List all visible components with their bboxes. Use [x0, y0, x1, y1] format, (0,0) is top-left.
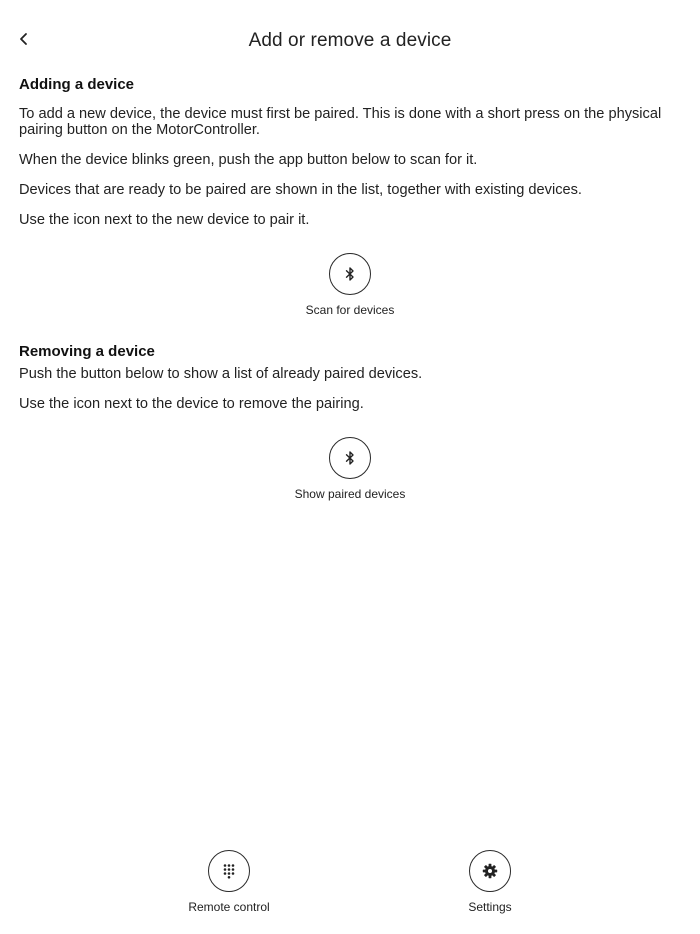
removing-paragraph-2: Use the icon next to the device to remove the pairing.: [19, 396, 364, 412]
settings-button[interactable]: [469, 850, 511, 892]
tab-settings[interactable]: [450, 850, 530, 914]
adding-paragraph-4: Use the icon next to the new device to pair it.: [19, 212, 310, 228]
header: [0, 0, 700, 80]
show-paired-devices: [280, 437, 420, 501]
page-title: Add or remove a device: [248, 30, 452, 51]
show-paired-devices-button[interactable]: [329, 437, 371, 479]
removing-paragraph-1: Push the button below to show a list of already paired devices.: [19, 366, 423, 382]
scan-for-devices-button[interactable]: [329, 253, 371, 295]
adding-heading: Adding a device: [19, 76, 135, 93]
tab-remote-control[interactable]: [169, 850, 289, 914]
bluetooth-icon: [342, 266, 358, 282]
bluetooth-icon: [342, 450, 358, 466]
adding-paragraph-3: Devices that are ready to be paired are shown in the list, together with existing devices.: [19, 182, 582, 198]
removing-heading: Removing a device: [19, 343, 155, 360]
remote-control-button[interactable]: [208, 850, 250, 892]
tab-remote-control-label: Remote control: [188, 900, 270, 914]
gear-icon: [482, 863, 498, 879]
scan-for-devices: [290, 253, 410, 317]
adding-paragraph-1: To add a new device, the device must first be paired. This is done with a short press on the physical pairing button on the MotorController.: [19, 106, 662, 138]
keypad-icon: [221, 863, 237, 879]
scan-for-devices-label: Scan for devices: [305, 303, 395, 317]
tab-settings-label: Settings: [468, 900, 512, 914]
adding-paragraph-2: When the device blinks green, push the app button below to scan for it.: [19, 152, 478, 168]
show-paired-devices-label: Show paired devices: [294, 487, 406, 501]
